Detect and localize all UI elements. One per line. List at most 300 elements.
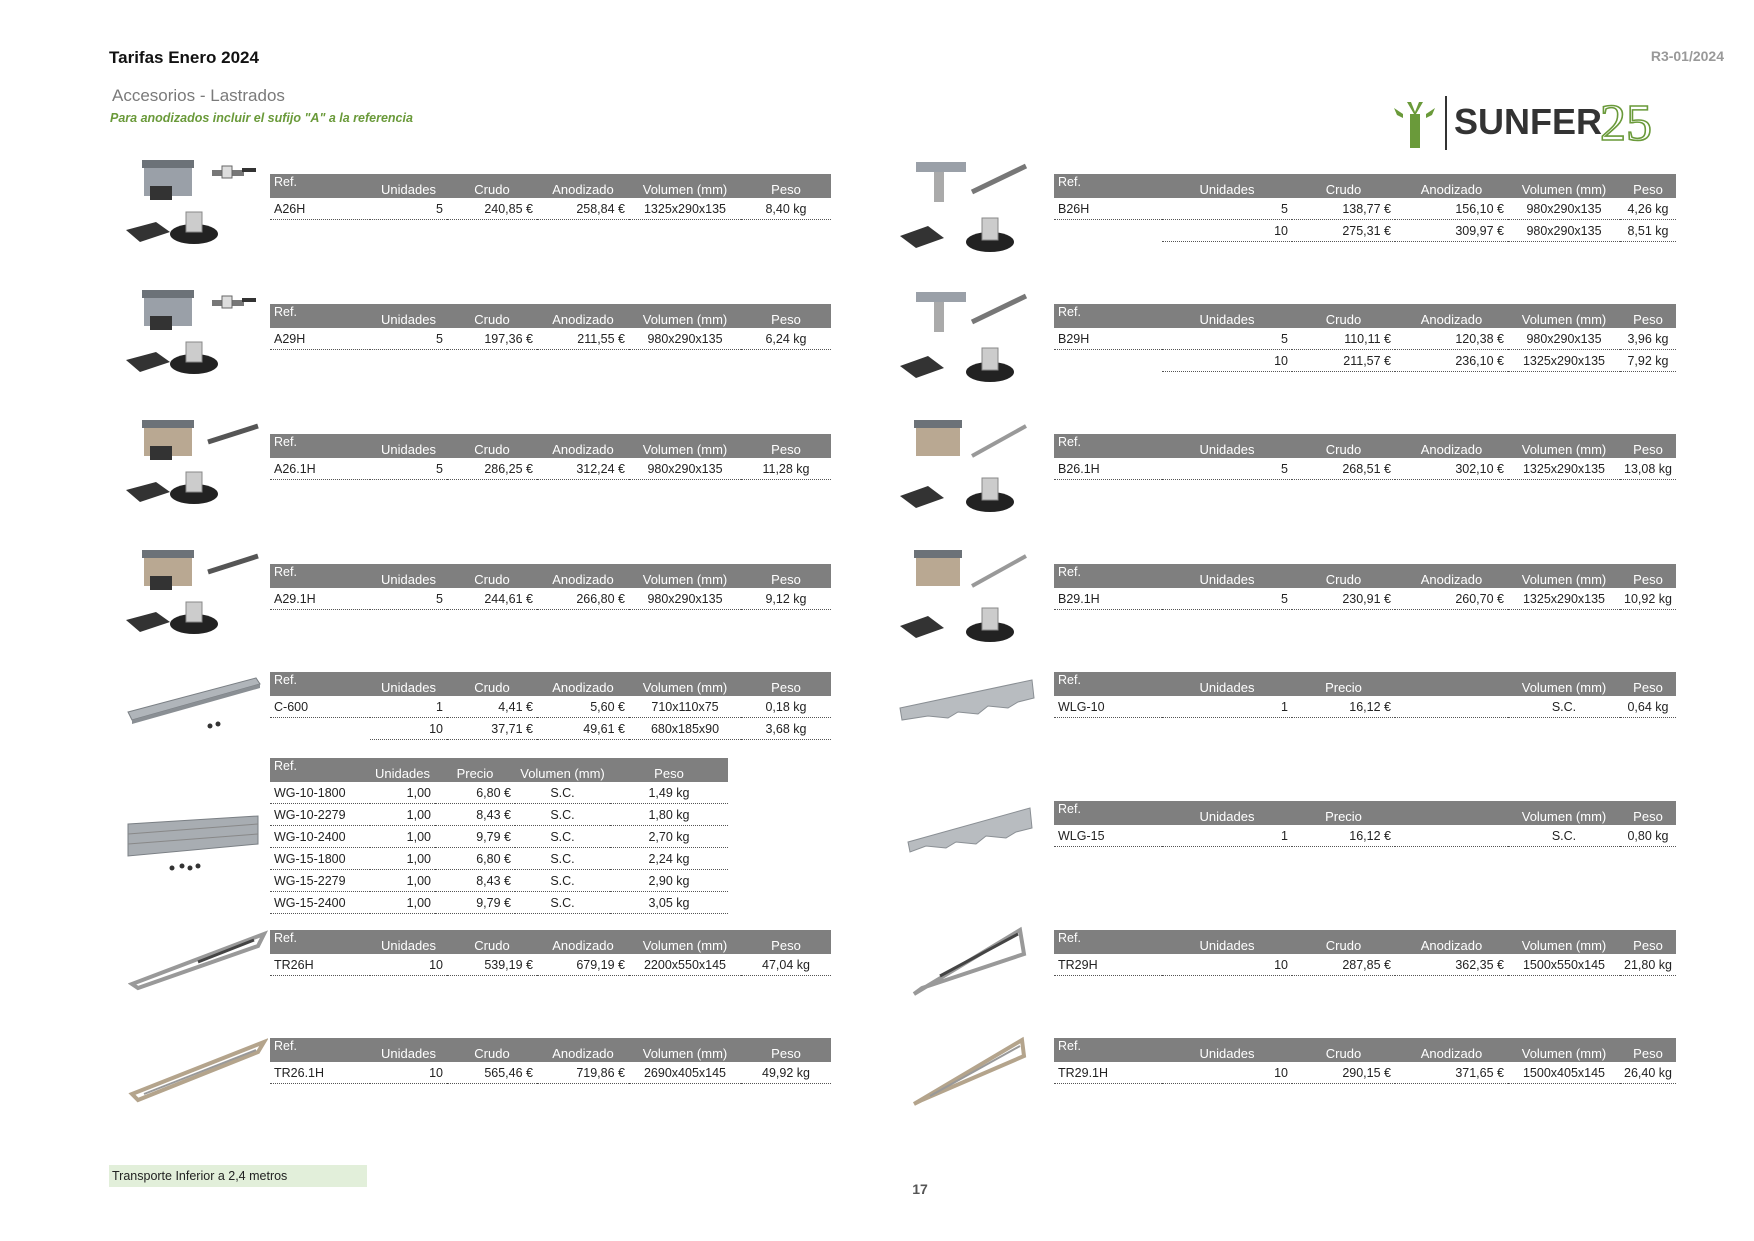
- table-cell: 16,12 €: [1292, 825, 1395, 847]
- column-header: Unidades: [370, 672, 447, 696]
- table-cell: 8,51 kg: [1620, 220, 1676, 242]
- column-header: Crudo: [1292, 930, 1395, 954]
- table-cell: 10: [1162, 350, 1292, 372]
- table-row: [270, 826, 728, 848]
- product-image-tr29h: [910, 924, 1030, 1000]
- table-cell: 236,10 €: [1395, 350, 1508, 372]
- section-title: Accesorios - Lastrados: [112, 86, 285, 105]
- column-header: Ref.: [1054, 930, 1162, 954]
- product-image-a29h: [122, 286, 262, 382]
- table-cell: 10,92 kg: [1620, 588, 1676, 610]
- table-cell: [1395, 825, 1508, 847]
- column-header: Ref.: [1054, 174, 1162, 198]
- table-cell: S.C.: [1508, 825, 1620, 847]
- table-cell: 8,43 €: [435, 804, 515, 826]
- column-header: Volumen (mm): [1508, 801, 1620, 825]
- table-cell: 13,08 kg: [1620, 458, 1676, 480]
- table-cell: 49,92 kg: [741, 1062, 831, 1084]
- table-cell: 9,79 €: [435, 826, 515, 848]
- product-image-tr26h: [128, 928, 268, 998]
- column-header: Unidades: [1162, 434, 1292, 458]
- column-header: Ref.: [1054, 304, 1162, 328]
- table-cell: 980x290x135: [629, 328, 741, 350]
- table-cell: S.C.: [515, 848, 610, 870]
- table-cell: 240,85 €: [447, 198, 537, 220]
- table-cell: 312,24 €: [537, 458, 629, 480]
- table-cell: WG-10-2400: [270, 826, 370, 848]
- column-header: Peso: [741, 304, 831, 328]
- table-cell: S.C.: [515, 892, 610, 914]
- column-header: Volumen (mm): [1508, 672, 1620, 696]
- table-header-row: [1054, 174, 1676, 198]
- product-image-b26-1h: [898, 416, 1038, 516]
- table-cell: S.C.: [515, 782, 610, 804]
- table-row: [270, 1062, 831, 1084]
- table-cell: 371,65 €: [1395, 1062, 1508, 1084]
- column-header: Crudo: [1292, 434, 1395, 458]
- table-cell: 120,38 €: [1395, 328, 1508, 350]
- column-header: Volumen (mm): [1508, 434, 1620, 458]
- table-cell: 5,60 €: [537, 696, 629, 718]
- table-cell: 10: [370, 718, 447, 740]
- column-header: Anodizado: [537, 564, 629, 588]
- table-row: [1054, 328, 1676, 350]
- table-cell: 9,79 €: [435, 892, 515, 914]
- table-cell: 26,40 kg: [1620, 1062, 1676, 1084]
- table-cell: 10: [370, 1062, 447, 1084]
- table-cell: TR29H: [1054, 954, 1162, 976]
- column-header: Peso: [1620, 434, 1676, 458]
- column-header: Anodizado: [1395, 1038, 1508, 1062]
- table-cell: B29H: [1054, 328, 1162, 350]
- column-header: Peso: [1620, 174, 1676, 198]
- table-cell: 1: [1162, 825, 1292, 847]
- table-cell: 6,80 €: [435, 782, 515, 804]
- table-cell: [1054, 220, 1162, 242]
- column-header: Crudo: [447, 672, 537, 696]
- table-cell: 1500x550x145: [1508, 954, 1620, 976]
- table-cell: 11,28 kg: [741, 458, 831, 480]
- table-row: [1054, 588, 1676, 610]
- column-header: Unidades: [1162, 672, 1292, 696]
- table-cell: 7,92 kg: [1620, 350, 1676, 372]
- table-cell: 5: [370, 198, 447, 220]
- price-table-tr29h: [1054, 930, 1676, 976]
- table-cell: S.C.: [515, 804, 610, 826]
- product-image-wlg10: [898, 676, 1038, 726]
- table-cell: WG-10-2279: [270, 804, 370, 826]
- table-cell: A26.1H: [270, 458, 370, 480]
- column-header: Anodizado: [537, 434, 629, 458]
- table-cell: B29.1H: [1054, 588, 1162, 610]
- column-header: Volumen (mm): [629, 930, 741, 954]
- price-table-b29h: [1054, 304, 1676, 372]
- table-cell: 49,61 €: [537, 718, 629, 740]
- table-cell: 539,19 €: [447, 954, 537, 976]
- product-image-a26h: [122, 156, 262, 252]
- table-header-row: [1054, 1038, 1676, 1062]
- table-cell: B26H: [1054, 198, 1162, 220]
- column-header: Peso: [610, 758, 728, 782]
- table-cell: 6,80 €: [435, 848, 515, 870]
- column-header: Peso: [741, 434, 831, 458]
- column-header: Unidades: [370, 930, 447, 954]
- column-header: Peso: [1620, 672, 1676, 696]
- column-header: Crudo: [1292, 1038, 1395, 1062]
- column-header: Ref.: [270, 1038, 370, 1062]
- price-table-b26-1h: [1054, 434, 1676, 480]
- table-row: [1054, 1062, 1676, 1084]
- table-cell: 1: [370, 696, 447, 718]
- table-row: [270, 458, 831, 480]
- table-cell: WLG-10: [1054, 696, 1162, 718]
- product-image-a29-1h: [122, 546, 262, 642]
- column-header: Ref.: [270, 672, 370, 696]
- table-cell: 1325x290x135: [1508, 350, 1620, 372]
- column-header: Volumen (mm): [629, 174, 741, 198]
- product-image-c600: [124, 674, 264, 734]
- column-header: Crudo: [447, 434, 537, 458]
- column-header: Precio: [435, 758, 515, 782]
- column-header: Volumen (mm): [629, 434, 741, 458]
- table-row: [270, 848, 728, 870]
- column-header: Peso: [741, 1038, 831, 1062]
- price-table-wlg15: [1054, 801, 1676, 847]
- column-header: Anodizado: [1395, 930, 1508, 954]
- column-header: Volumen (mm): [1508, 564, 1620, 588]
- table-cell: 980x290x135: [629, 588, 741, 610]
- table-cell: S.C.: [515, 870, 610, 892]
- svg-text:SUNFER: SUNFER: [1454, 101, 1603, 142]
- table-cell: 230,91 €: [1292, 588, 1395, 610]
- table-cell: 3,68 kg: [741, 718, 831, 740]
- table-cell: 3,05 kg: [610, 892, 728, 914]
- price-table-tr26h: [270, 930, 831, 976]
- table-cell: 211,57 €: [1292, 350, 1395, 372]
- table-row: [1054, 954, 1676, 976]
- table-row: [270, 804, 728, 826]
- column-header: Precio: [1292, 801, 1395, 825]
- column-header: Unidades: [1162, 930, 1292, 954]
- table-cell: 2690x405x145: [629, 1062, 741, 1084]
- table-header-row: [1054, 564, 1676, 588]
- table-header-row: [1054, 930, 1676, 954]
- table-cell: 10: [370, 954, 447, 976]
- table-cell: 1,00: [370, 848, 435, 870]
- table-cell: 1325x290x135: [1508, 458, 1620, 480]
- table-header-row: [270, 564, 831, 588]
- column-header: Unidades: [1162, 564, 1292, 588]
- table-cell: [1395, 696, 1508, 718]
- column-header: [1395, 672, 1508, 696]
- table-cell: S.C.: [1508, 696, 1620, 718]
- column-header: Peso: [1620, 801, 1676, 825]
- table-header-row: [270, 758, 728, 782]
- table-cell: 16,12 €: [1292, 696, 1395, 718]
- table-cell: 710x110x75: [629, 696, 741, 718]
- price-table-tr29-1h: [1054, 1038, 1676, 1084]
- table-cell: 980x290x135: [1508, 328, 1620, 350]
- table-header-row: [270, 930, 831, 954]
- product-image-wlg15: [906, 804, 1036, 860]
- table-cell: WG-15-1800: [270, 848, 370, 870]
- price-table-a26-1h: [270, 434, 831, 480]
- table-cell: WG-15-2279: [270, 870, 370, 892]
- column-header: Unidades: [1162, 174, 1292, 198]
- table-header-row: [1054, 801, 1676, 825]
- page-number: 17: [912, 1181, 928, 1197]
- table-cell: A26H: [270, 198, 370, 220]
- table-cell: 37,71 €: [447, 718, 537, 740]
- column-header: Peso: [1620, 930, 1676, 954]
- column-header: Unidades: [1162, 801, 1292, 825]
- table-cell: 1,00: [370, 804, 435, 826]
- column-header: Volumen (mm): [515, 758, 610, 782]
- table-cell: 1500x405x145: [1508, 1062, 1620, 1084]
- price-table-wg: [270, 758, 728, 914]
- table-cell: 21,80 kg: [1620, 954, 1676, 976]
- document-title: Tarifas Enero 2024: [109, 48, 259, 67]
- table-header-row: [1054, 304, 1676, 328]
- column-header: Crudo: [447, 174, 537, 198]
- sunfer-logo: [1390, 88, 1690, 158]
- column-header: Ref.: [270, 564, 370, 588]
- table-row: [1054, 350, 1676, 372]
- table-cell: B26.1H: [1054, 458, 1162, 480]
- column-header: Anodizado: [1395, 174, 1508, 198]
- table-row: [1054, 220, 1676, 242]
- column-header: Volumen (mm): [629, 1038, 741, 1062]
- price-table-a29h: [270, 304, 831, 350]
- column-header: Volumen (mm): [1508, 174, 1620, 198]
- table-cell: 268,51 €: [1292, 458, 1395, 480]
- table-cell: 10: [1162, 220, 1292, 242]
- price-table-a29-1h: [270, 564, 831, 610]
- table-cell: TR26.1H: [270, 1062, 370, 1084]
- table-cell: 5: [370, 328, 447, 350]
- product-image-b29-1h: [898, 546, 1038, 646]
- column-header: Ref.: [270, 758, 370, 782]
- table-cell: 1,00: [370, 870, 435, 892]
- column-header: Crudo: [447, 564, 537, 588]
- table-cell: 260,70 €: [1395, 588, 1508, 610]
- table-header-row: [270, 174, 831, 198]
- table-cell: WG-15-2400: [270, 892, 370, 914]
- column-header: Ref.: [1054, 801, 1162, 825]
- table-row: [270, 588, 831, 610]
- table-cell: 2,90 kg: [610, 870, 728, 892]
- column-header: Peso: [741, 672, 831, 696]
- table-cell: 2,24 kg: [610, 848, 728, 870]
- table-row: [270, 782, 728, 804]
- table-cell: 1,80 kg: [610, 804, 728, 826]
- table-cell: 980x290x135: [629, 458, 741, 480]
- column-header: [1395, 801, 1508, 825]
- table-cell: 0,80 kg: [1620, 825, 1676, 847]
- column-header: Anodizado: [1395, 564, 1508, 588]
- table-header-row: [270, 672, 831, 696]
- product-image-wg: [124, 810, 264, 880]
- table-cell: C-600: [270, 696, 370, 718]
- table-cell: 719,86 €: [537, 1062, 629, 1084]
- price-table-c600: [270, 672, 831, 740]
- column-header: Peso: [741, 564, 831, 588]
- table-row: [270, 718, 831, 740]
- column-header: Peso: [1620, 1038, 1676, 1062]
- column-header: Crudo: [447, 304, 537, 328]
- document-code: R3-01/2024: [1650, 48, 1724, 64]
- price-table-a26h: [270, 174, 831, 220]
- table-cell: 2,70 kg: [610, 826, 728, 848]
- table-row: [270, 198, 831, 220]
- table-cell: A29.1H: [270, 588, 370, 610]
- table-cell: 4,26 kg: [1620, 198, 1676, 220]
- table-cell: [1054, 350, 1162, 372]
- table-cell: 0,64 kg: [1620, 696, 1676, 718]
- column-header: Crudo: [447, 1038, 537, 1062]
- table-cell: 6,24 kg: [741, 328, 831, 350]
- table-cell: A29H: [270, 328, 370, 350]
- table-cell: WLG-15: [1054, 825, 1162, 847]
- column-header: Anodizado: [537, 930, 629, 954]
- column-header: Crudo: [1292, 304, 1395, 328]
- column-header: Ref.: [270, 930, 370, 954]
- table-cell: 258,84 €: [537, 198, 629, 220]
- price-table-b29-1h: [1054, 564, 1676, 610]
- column-header: Crudo: [1292, 174, 1395, 198]
- product-image-b26h: [898, 156, 1038, 256]
- table-cell: 362,35 €: [1395, 954, 1508, 976]
- table-cell: 4,41 €: [447, 696, 537, 718]
- footer-transport-note: Transporte Inferior a 2,4 metros: [109, 1165, 367, 1187]
- table-cell: 1: [1162, 696, 1292, 718]
- table-cell: 8,40 kg: [741, 198, 831, 220]
- column-header: Peso: [1620, 304, 1676, 328]
- table-cell: 980x290x135: [1508, 220, 1620, 242]
- table-cell: 2200x550x145: [629, 954, 741, 976]
- table-row: [270, 328, 831, 350]
- table-cell: 197,36 €: [447, 328, 537, 350]
- column-header: Unidades: [370, 1038, 447, 1062]
- table-cell: 5: [1162, 458, 1292, 480]
- table-cell: 1,00: [370, 826, 435, 848]
- table-cell: 309,97 €: [1395, 220, 1508, 242]
- column-header: Unidades: [1162, 1038, 1292, 1062]
- column-header: Volumen (mm): [629, 564, 741, 588]
- table-cell: 565,46 €: [447, 1062, 537, 1084]
- column-header: Ref.: [1054, 434, 1162, 458]
- table-cell: WG-10-1800: [270, 782, 370, 804]
- column-header: Ref.: [1054, 564, 1162, 588]
- table-cell: 9,12 kg: [741, 588, 831, 610]
- table-row: [1054, 825, 1676, 847]
- column-header: Unidades: [370, 174, 447, 198]
- table-cell: 287,85 €: [1292, 954, 1395, 976]
- column-header: Ref.: [270, 304, 370, 328]
- column-header: Unidades: [370, 758, 435, 782]
- column-header: Crudo: [1292, 564, 1395, 588]
- column-header: Volumen (mm): [1508, 1038, 1620, 1062]
- svg-text:25: 25: [1600, 95, 1652, 152]
- table-cell: 290,15 €: [1292, 1062, 1395, 1084]
- price-table-wlg10: [1054, 672, 1676, 718]
- table-cell: 5: [1162, 588, 1292, 610]
- column-header: Precio: [1292, 672, 1395, 696]
- section-note: Para anodizados incluir el sufijo "A" a la referencia: [110, 111, 413, 125]
- column-header: Ref.: [1054, 1038, 1162, 1062]
- table-header-row: [1054, 434, 1676, 458]
- table-cell: 0,18 kg: [741, 696, 831, 718]
- column-header: Volumen (mm): [1508, 304, 1620, 328]
- column-header: Unidades: [370, 434, 447, 458]
- table-row: [1054, 198, 1676, 220]
- column-header: Anodizado: [537, 174, 629, 198]
- column-header: Anodizado: [1395, 434, 1508, 458]
- table-cell: S.C.: [515, 826, 610, 848]
- table-cell: 679,19 €: [537, 954, 629, 976]
- column-header: Anodizado: [537, 1038, 629, 1062]
- table-row: [270, 870, 728, 892]
- column-header: Peso: [741, 174, 831, 198]
- table-cell: TR26H: [270, 954, 370, 976]
- column-header: Anodizado: [537, 672, 629, 696]
- table-cell: 980x290x135: [1508, 198, 1620, 220]
- table-row: [270, 954, 831, 976]
- table-cell: 5: [370, 588, 447, 610]
- table-header-row: [270, 434, 831, 458]
- column-header: Ref.: [1054, 672, 1162, 696]
- column-header: Peso: [741, 930, 831, 954]
- table-cell: 286,25 €: [447, 458, 537, 480]
- table-cell: 156,10 €: [1395, 198, 1508, 220]
- table-cell: 302,10 €: [1395, 458, 1508, 480]
- column-header: Unidades: [1162, 304, 1292, 328]
- table-cell: 1325x290x135: [629, 198, 741, 220]
- table-cell: 266,80 €: [537, 588, 629, 610]
- table-cell: 211,55 €: [537, 328, 629, 350]
- product-image-b29h: [898, 286, 1038, 386]
- column-header: Crudo: [447, 930, 537, 954]
- table-cell: TR29.1H: [1054, 1062, 1162, 1084]
- column-header: Ref.: [270, 174, 370, 198]
- column-header: Ref.: [270, 434, 370, 458]
- table-cell: [270, 718, 370, 740]
- table-cell: 5: [1162, 198, 1292, 220]
- column-header: Unidades: [370, 564, 447, 588]
- table-cell: 10: [1162, 954, 1292, 976]
- price-table-b26h: [1054, 174, 1676, 242]
- column-header: Volumen (mm): [629, 672, 741, 696]
- table-cell: 47,04 kg: [741, 954, 831, 976]
- table-header-row: [270, 1038, 831, 1062]
- column-header: Anodizado: [1395, 304, 1508, 328]
- table-cell: 1,00: [370, 892, 435, 914]
- table-cell: 10: [1162, 1062, 1292, 1084]
- table-cell: 680x185x90: [629, 718, 741, 740]
- table-row: [1054, 696, 1676, 718]
- table-row: [1054, 458, 1676, 480]
- column-header: Volumen (mm): [1508, 930, 1620, 954]
- table-header-row: [270, 304, 831, 328]
- table-cell: 1,00: [370, 782, 435, 804]
- table-cell: 244,61 €: [447, 588, 537, 610]
- price-table-tr26-1h: [270, 1038, 831, 1084]
- table-row: [270, 892, 728, 914]
- product-image-tr29-1h: [910, 1034, 1030, 1110]
- table-row: [270, 696, 831, 718]
- column-header: Peso: [1620, 564, 1676, 588]
- table-cell: 1,49 kg: [610, 782, 728, 804]
